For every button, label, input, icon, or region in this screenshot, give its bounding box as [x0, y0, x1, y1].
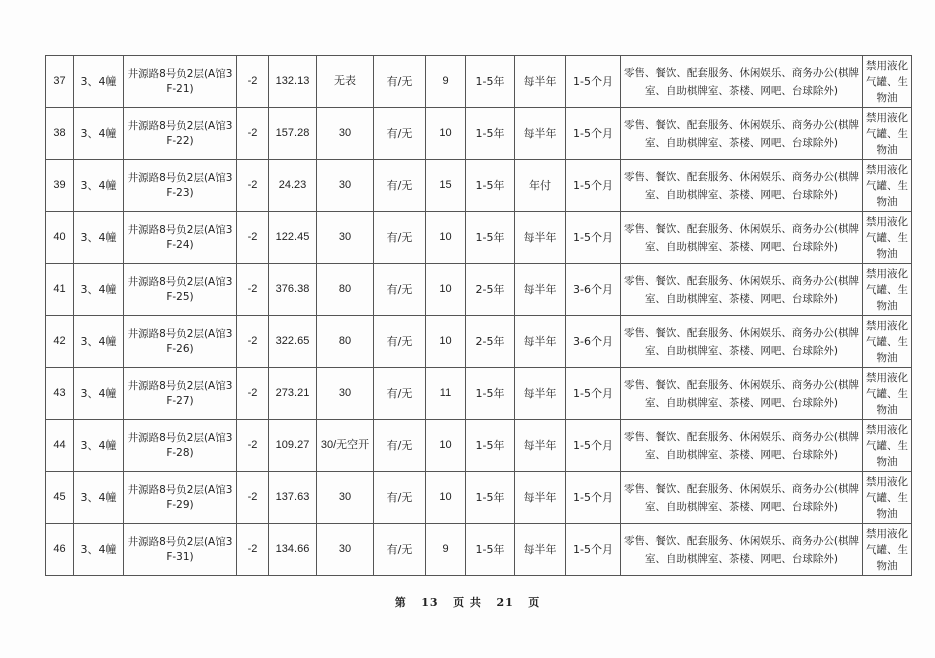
floor-cell: -2: [237, 212, 269, 264]
row-number-cell: 42: [46, 316, 74, 368]
permitted-use-cell: 零售、餐饮、配套服务、休闲娱乐、商务办公(棋牌室、自助棋牌室、茶楼、网吧、台球除外): [621, 212, 863, 264]
footer-total-pages: 21: [496, 596, 514, 609]
building-cell: 3、4幢: [74, 212, 124, 264]
rent-free-period-cell: 1-5个月: [566, 420, 621, 472]
address-cell: 井源路8号负2层(A馆3F-23): [124, 160, 237, 212]
lease-term-cell: 1-5年: [466, 368, 515, 420]
row-number-cell: 40: [46, 212, 74, 264]
power-capacity-cell: 30: [317, 160, 374, 212]
row-number-cell: 43: [46, 368, 74, 420]
area-cell: 376.38: [269, 264, 317, 316]
air-conditioning-cell: 有/无: [374, 524, 426, 576]
air-conditioning-cell: 有/无: [374, 264, 426, 316]
building-cell: 3、4幢: [74, 472, 124, 524]
power-capacity-cell: 30: [317, 368, 374, 420]
power-capacity-cell: 无表: [317, 56, 374, 108]
air-conditioning-cell: 有/无: [374, 368, 426, 420]
payment-cycle-cell: 每半年: [515, 524, 566, 576]
payment-cycle-cell: 每半年: [515, 368, 566, 420]
rent-free-period-cell: 1-5个月: [566, 368, 621, 420]
address-cell: 井源路8号负2层(A馆3F-31): [124, 524, 237, 576]
table-body: [46, 56, 912, 576]
table-row: [46, 524, 912, 576]
floor-cell: -2: [237, 264, 269, 316]
air-conditioning-cell: 有/无: [374, 212, 426, 264]
row-number-cell: 44: [46, 420, 74, 472]
address-cell: 井源路8号负2层(A馆3F-21): [124, 56, 237, 108]
height-cell: 15: [426, 160, 466, 212]
area-cell: 273.21: [269, 368, 317, 420]
power-capacity-cell: 30/无空开: [317, 420, 374, 472]
address-cell: 井源路8号负2层(A馆3F-25): [124, 264, 237, 316]
restriction-cell: 禁用液化气罐、生物油: [863, 212, 912, 264]
floor-cell: -2: [237, 316, 269, 368]
row-number-cell: 37: [46, 56, 74, 108]
table-row: [46, 160, 912, 212]
address-cell: 井源路8号负2层(A馆3F-22): [124, 108, 237, 160]
power-capacity-cell: 30: [317, 108, 374, 160]
height-cell: 10: [426, 316, 466, 368]
area-cell: 24.23: [269, 160, 317, 212]
payment-cycle-cell: 年付: [515, 160, 566, 212]
payment-cycle-cell: 每半年: [515, 264, 566, 316]
floor-cell: -2: [237, 56, 269, 108]
floor-cell: -2: [237, 420, 269, 472]
air-conditioning-cell: 有/无: [374, 56, 426, 108]
rent-free-period-cell: 1-5个月: [566, 472, 621, 524]
payment-cycle-cell: 每半年: [515, 56, 566, 108]
restriction-cell: 禁用液化气罐、生物油: [863, 56, 912, 108]
address-cell: 井源路8号负2层(A馆3F-28): [124, 420, 237, 472]
restriction-cell: 禁用液化气罐、生物油: [863, 264, 912, 316]
height-cell: 10: [426, 212, 466, 264]
building-cell: 3、4幢: [74, 368, 124, 420]
table-row: [46, 108, 912, 160]
row-number-cell: 38: [46, 108, 74, 160]
power-capacity-cell: 30: [317, 472, 374, 524]
rent-free-period-cell: 1-5个月: [566, 56, 621, 108]
air-conditioning-cell: 有/无: [374, 472, 426, 524]
height-cell: 10: [426, 264, 466, 316]
footer-suffix: 页: [528, 596, 541, 609]
floor-cell: -2: [237, 368, 269, 420]
restriction-cell: 禁用液化气罐、生物油: [863, 316, 912, 368]
address-cell: 井源路8号负2层(A馆3F-29): [124, 472, 237, 524]
building-cell: 3、4幢: [74, 264, 124, 316]
building-cell: 3、4幢: [74, 316, 124, 368]
permitted-use-cell: 零售、餐饮、配套服务、休闲娱乐、商务办公(棋牌室、自助棋牌室、茶楼、网吧、台球除外): [621, 160, 863, 212]
area-cell: 322.65: [269, 316, 317, 368]
power-capacity-cell: 30: [317, 524, 374, 576]
floor-cell: -2: [237, 472, 269, 524]
area-cell: 157.28: [269, 108, 317, 160]
payment-cycle-cell: 每半年: [515, 472, 566, 524]
permitted-use-cell: 零售、餐饮、配套服务、休闲娱乐、商务办公(棋牌室、自助棋牌室、茶楼、网吧、台球除外): [621, 524, 863, 576]
air-conditioning-cell: 有/无: [374, 420, 426, 472]
lease-term-cell: 1-5年: [466, 108, 515, 160]
lease-term-cell: 1-5年: [466, 56, 515, 108]
area-cell: 137.63: [269, 472, 317, 524]
rent-free-period-cell: 1-5个月: [566, 160, 621, 212]
permitted-use-cell: 零售、餐饮、配套服务、休闲娱乐、商务办公(棋牌室、自助棋牌室、茶楼、网吧、台球除外): [621, 264, 863, 316]
rent-free-period-cell: 3-6个月: [566, 264, 621, 316]
row-number-cell: 41: [46, 264, 74, 316]
payment-cycle-cell: 每半年: [515, 420, 566, 472]
height-cell: 9: [426, 56, 466, 108]
height-cell: 9: [426, 524, 466, 576]
address-cell: 井源路8号负2层(A馆3F-27): [124, 368, 237, 420]
table-row: [46, 316, 912, 368]
table-row: [46, 472, 912, 524]
air-conditioning-cell: 有/无: [374, 108, 426, 160]
height-cell: 10: [426, 420, 466, 472]
building-cell: 3、4幢: [74, 524, 124, 576]
footer-prefix: 第: [394, 596, 407, 609]
payment-cycle-cell: 每半年: [515, 108, 566, 160]
restriction-cell: 禁用液化气罐、生物油: [863, 420, 912, 472]
lease-term-cell: 2-5年: [466, 316, 515, 368]
restriction-cell: 禁用液化气罐、生物油: [863, 160, 912, 212]
restriction-cell: 禁用液化气罐、生物油: [863, 524, 912, 576]
address-cell: 井源路8号负2层(A馆3F-26): [124, 316, 237, 368]
permitted-use-cell: 零售、餐饮、配套服务、休闲娱乐、商务办公(棋牌室、自助棋牌室、茶楼、网吧、台球除外): [621, 420, 863, 472]
rent-free-period-cell: 1-5个月: [566, 108, 621, 160]
area-cell: 109.27: [269, 420, 317, 472]
lease-term-cell: 1-5年: [466, 524, 515, 576]
table-row: [46, 212, 912, 264]
property-listing-table: [45, 55, 912, 576]
height-cell: 10: [426, 108, 466, 160]
permitted-use-cell: 零售、餐饮、配套服务、休闲娱乐、商务办公(棋牌室、自助棋牌室、茶楼、网吧、台球除外): [621, 56, 863, 108]
row-number-cell: 46: [46, 524, 74, 576]
floor-cell: -2: [237, 524, 269, 576]
payment-cycle-cell: 每半年: [515, 212, 566, 264]
table-row: [46, 56, 912, 108]
address-cell: 井源路8号负2层(A馆3F-24): [124, 212, 237, 264]
row-number-cell: 45: [46, 472, 74, 524]
lease-term-cell: 2-5年: [466, 264, 515, 316]
row-number-cell: 39: [46, 160, 74, 212]
permitted-use-cell: 零售、餐饮、配套服务、休闲娱乐、商务办公(棋牌室、自助棋牌室、茶楼、网吧、台球除外): [621, 108, 863, 160]
table-row: [46, 420, 912, 472]
lease-term-cell: 1-5年: [466, 472, 515, 524]
building-cell: 3、4幢: [74, 56, 124, 108]
building-cell: 3、4幢: [74, 420, 124, 472]
permitted-use-cell: 零售、餐饮、配套服务、休闲娱乐、商务办公(棋牌室、自助棋牌室、茶楼、网吧、台球除外): [621, 316, 863, 368]
permitted-use-cell: 零售、餐饮、配套服务、休闲娱乐、商务办公(棋牌室、自助棋牌室、茶楼、网吧、台球除外): [621, 472, 863, 524]
power-capacity-cell: 80: [317, 316, 374, 368]
height-cell: 10: [426, 472, 466, 524]
restriction-cell: 禁用液化气罐、生物油: [863, 108, 912, 160]
area-cell: 122.45: [269, 212, 317, 264]
building-cell: 3、4幢: [74, 108, 124, 160]
floor-cell: -2: [237, 160, 269, 212]
footer-page-number: 13: [421, 596, 439, 609]
payment-cycle-cell: 每半年: [515, 316, 566, 368]
height-cell: 11: [426, 368, 466, 420]
building-cell: 3、4幢: [74, 160, 124, 212]
air-conditioning-cell: 有/无: [374, 160, 426, 212]
power-capacity-cell: 30: [317, 212, 374, 264]
lease-term-cell: 1-5年: [466, 160, 515, 212]
area-cell: 132.13: [269, 56, 317, 108]
rent-free-period-cell: 1-5个月: [566, 212, 621, 264]
lease-term-cell: 1-5年: [466, 420, 515, 472]
permitted-use-cell: 零售、餐饮、配套服务、休闲娱乐、商务办公(棋牌室、自助棋牌室、茶楼、网吧、台球除外): [621, 368, 863, 420]
lease-term-cell: 1-5年: [466, 212, 515, 264]
air-conditioning-cell: 有/无: [374, 316, 426, 368]
page-footer: [0, 594, 935, 610]
rent-free-period-cell: 3-6个月: [566, 316, 621, 368]
floor-cell: -2: [237, 108, 269, 160]
footer-middle: 页 共: [453, 596, 482, 609]
table-row: [46, 368, 912, 420]
area-cell: 134.66: [269, 524, 317, 576]
restriction-cell: 禁用液化气罐、生物油: [863, 472, 912, 524]
rent-free-period-cell: 1-5个月: [566, 524, 621, 576]
restriction-cell: 禁用液化气罐、生物油: [863, 368, 912, 420]
power-capacity-cell: 80: [317, 264, 374, 316]
table-row: [46, 264, 912, 316]
